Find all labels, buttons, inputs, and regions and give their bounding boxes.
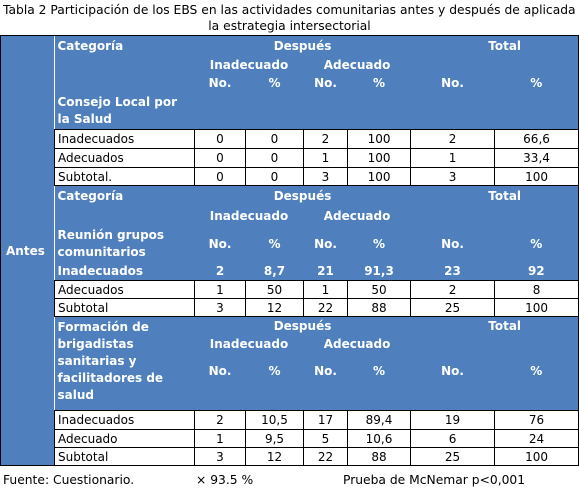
table-row	[1, 281, 579, 299]
header-no: No.	[195, 74, 246, 92]
cell-total-pct: 76	[495, 411, 579, 430]
cell-adecuado-no: 22	[304, 448, 348, 466]
cell-total-pct: 24	[495, 430, 579, 448]
caption-line-2: la estrategia intersectorial	[208, 19, 371, 33]
cell-inadecuado-no: 3	[195, 299, 246, 317]
cell-adecuado-no: 3	[304, 168, 348, 186]
header-no: No.	[304, 353, 348, 389]
header-blank	[55, 74, 195, 92]
cell-inadecuado-pct: 10,5	[246, 411, 304, 430]
caption-line-1: Tabla 2 Participación de los EBS en las actividades comunitarias antes y después de aplicada	[3, 3, 576, 17]
cell-adecuado-pct: 88	[348, 299, 411, 317]
cell-total-pct: 33,4	[495, 149, 579, 168]
header-adecuado: Adecuado	[304, 206, 411, 226]
cell-inadecuado-no: 2	[215, 263, 225, 278]
cell-adecuado-pct: 10,6	[348, 430, 411, 448]
cell-inadecuado-pct: 8,7	[263, 263, 286, 278]
cell-total-pct: 100	[495, 299, 579, 317]
row-label: Inadecuados	[55, 130, 195, 149]
cell-adecuado-pct: 100	[348, 130, 411, 149]
header-pct: %	[246, 353, 304, 389]
header-inadecuado: Inadecuado	[195, 335, 304, 353]
cell-inadecuado-pct: 12	[246, 448, 304, 466]
header-blank	[411, 56, 495, 74]
cell-inadecuado-no: 2	[195, 411, 246, 430]
header-despues: Después	[195, 36, 411, 56]
header-no: No.	[195, 226, 246, 262]
header-despues: Después	[195, 186, 411, 206]
cell-inadecuado-pct: 50	[246, 281, 304, 299]
header-no: No.	[411, 226, 495, 262]
cell-adecuado-no: 2	[304, 130, 348, 149]
row-label: Subtotal	[55, 448, 195, 466]
cell-inadecuado-no: 1	[195, 281, 246, 299]
header-pct: %	[495, 74, 579, 92]
cell-adecuado-no: 22	[304, 299, 348, 317]
cell-adecuado-no: 1	[304, 281, 348, 299]
header-pct: %	[246, 74, 304, 92]
cell-total-pct: 66,6	[495, 130, 579, 149]
cell-adecuado-pct: 100	[348, 168, 411, 186]
cell-total-no: 3	[411, 168, 495, 186]
row-group-antes: Antes	[1, 36, 55, 466]
cell-inadecuado-no: 0	[195, 130, 246, 149]
cell-adecuado-pct: 50	[348, 281, 411, 299]
table-row	[1, 448, 579, 466]
cell-adecuado-no: 21	[317, 263, 334, 278]
cell-inadecuado-no: 0	[195, 149, 246, 168]
row-label: Subtotal.	[55, 168, 195, 186]
table-row	[1, 130, 579, 149]
header-despues: Después	[195, 317, 411, 335]
table-row	[1, 299, 579, 317]
cell-total-no: 6	[411, 430, 495, 448]
header-no: No.	[304, 74, 348, 92]
table-caption	[0, 2, 579, 34]
cell-inadecuado-no: 3	[195, 448, 246, 466]
table-footer	[0, 471, 579, 489]
header-blank	[55, 56, 195, 74]
row-label: Adecuados	[55, 149, 195, 168]
header-adecuado: Adecuado	[304, 335, 411, 353]
cell-adecuado-pct: 91,3	[364, 263, 394, 278]
cell-adecuado-no: 17	[304, 411, 348, 430]
row-label: Inadecuados	[55, 411, 195, 430]
cell-total-pct: 100	[495, 448, 579, 466]
table-row	[1, 149, 579, 168]
cell-inadecuado-no: 1	[195, 430, 246, 448]
cell-inadecuado-pct: 0	[246, 149, 304, 168]
cell-adecuado-pct: 88	[348, 448, 411, 466]
header-pct: %	[495, 226, 579, 262]
section-title: Consejo Local por la Salud	[55, 92, 195, 130]
cell-total-no: 25	[411, 448, 495, 466]
table-row	[1, 168, 579, 186]
cell-adecuado-no: 1	[304, 149, 348, 168]
header-blank	[495, 56, 579, 74]
source-note: Fuente: Cuestionario.	[3, 473, 135, 487]
cell-adecuado-no: 5	[304, 430, 348, 448]
table-row	[1, 262, 579, 281]
header-inadecuado: Inadecuado	[195, 206, 304, 226]
header-pct: %	[348, 74, 411, 92]
cell-total-no: 19	[411, 411, 495, 430]
cell-total-no: 23	[444, 263, 461, 278]
cell-inadecuado-no: 0	[195, 168, 246, 186]
cell-inadecuado-pct: 12	[246, 299, 304, 317]
cell-total-pct: 8	[495, 281, 579, 299]
chi-note: × 93.5 %	[196, 473, 254, 487]
table-row	[1, 430, 579, 448]
cell-inadecuado-pct: 9,5	[246, 430, 304, 448]
table-row	[1, 411, 579, 430]
section-title: Formación de brigadistas sanitarias y facilitadores de salud	[55, 317, 195, 411]
row-label: Adecuado	[55, 430, 195, 448]
header-total: Total	[411, 317, 579, 335]
section-title: Reunión grupos comunitarios	[55, 226, 195, 262]
row-label: Inadecuados	[57, 263, 144, 278]
cell-total-pct: 92	[495, 262, 579, 281]
header-adecuado: Adecuado	[304, 56, 411, 74]
cell-inadecuado-pct: 0	[246, 130, 304, 149]
row-label: Subtotal	[55, 299, 195, 317]
header-no: No.	[195, 353, 246, 389]
header-categoria: Categoría	[55, 186, 195, 206]
header-no: No.	[411, 74, 495, 92]
header-pct: %	[348, 226, 411, 262]
header-categoria: Categoría	[55, 36, 195, 56]
header-total: Total	[411, 36, 579, 56]
cell-inadecuado-pct: 0	[246, 168, 304, 186]
header-pct: %	[348, 353, 411, 389]
cell-total-no: 2	[411, 281, 495, 299]
cell-adecuado-pct: 89,4	[348, 411, 411, 430]
header-inadecuado: Inadecuado	[195, 56, 304, 74]
header-no: No.	[304, 226, 348, 262]
header-pct: %	[246, 226, 304, 262]
cell-total-no: 25	[411, 299, 495, 317]
header-no: No.	[411, 353, 495, 389]
test-note: Prueba de McNemar p<0,001	[343, 473, 526, 487]
cell-total-no: 2	[411, 130, 495, 149]
cell-total-pct: 100	[495, 168, 579, 186]
row-label: Adecuados	[55, 281, 195, 299]
data-table	[0, 35, 579, 466]
header-pct: %	[495, 353, 579, 389]
header-total: Total	[411, 186, 579, 206]
cell-adecuado-pct: 100	[348, 149, 411, 168]
cell-total-no: 1	[411, 149, 495, 168]
